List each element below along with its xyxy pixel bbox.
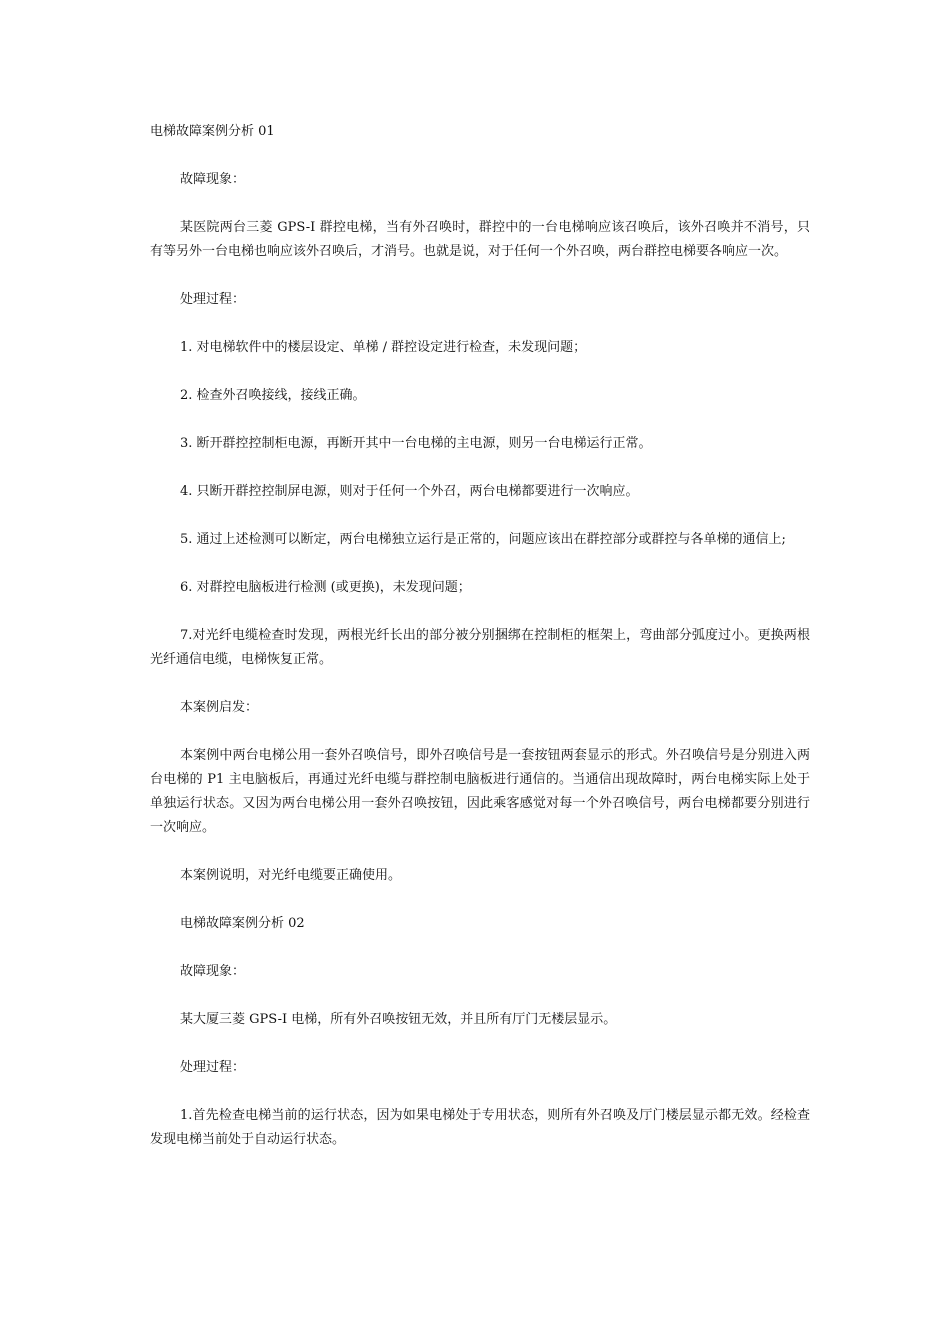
conclusion-paragraph: 本案例说明，对光纤电缆要正确使用。: [180, 868, 402, 883]
section-heading-symptom: 故障现象：: [180, 172, 246, 187]
section-heading-process: 处理过程：: [180, 292, 246, 307]
process-step-4: 4. 只断开群控控制屏电源，则对于任何一个外召，两台电梯都要进行一次响应。: [180, 484, 639, 499]
process-step-5: 5. 通过上述检测可以断定，两台电梯独立运行是正常的，问题应该出在群控部分或群控与各单梯的通信上;: [180, 532, 786, 547]
process-step-1: 1. 对电梯软件中的楼层设定、单梯 / 群控设定进行检查，未发现问题；: [180, 340, 587, 355]
process-step-3: 3. 断开群控控制柜电源，再断开其中一台电梯的主电源，则另一台电梯运行正常。: [180, 436, 652, 451]
section-heading-process-2: 处理过程：: [180, 1060, 246, 1075]
insight-paragraph: 本案例中两台电梯公用一套外召唤信号，即外召唤信号是一套按钮两套显示的形式。外召唤信号是分别进入两台电梯的 P1 主电脑板后，再通过光纤电缆与群控制电脑板进行通信的。当通信出现故障时，两台电梯实际上处于单独运行状态。又因为两台电梯公用一套外召唤按钮，因此乘客感觉对每一个外召唤信号，两台电梯都要分别进行一次响应。: [150, 748, 810, 835]
symptom-paragraph: 某医院两台三菱 GPS-I 群控电梯，当有外召唤时，群控中的一台电梯响应该召唤后，该外召唤并不消号，只有等另外一台电梯也响应该外召唤后，才消号。也就是说，对于任何一个外召唤，两台群控电梯要各响应一次。: [150, 220, 810, 259]
section-heading-symptom-2: 故障现象：: [180, 964, 246, 979]
document-body: [150, 120, 810, 1176]
process-step-2: 2. 检查外召唤接线，接线正确。: [180, 388, 366, 403]
process-step-6: 6. 对群控电脑板进行检测 (或更换)，未发现问题；: [180, 580, 471, 595]
section-heading-insight: 本案例启发：: [180, 700, 259, 715]
process-step-7: 7.对光纤电缆检查时发现，两根光纤长出的部分被分别捆绑在控制柜的框架上，弯曲部分弧度过小。更换两根光纤通信电缆，电梯恢复正常。: [150, 628, 810, 667]
case-title-02: 电梯故障案例分析 02: [180, 916, 305, 931]
process-step-2-1: 1.首先检查电梯当前的运行状态，因为如果电梯处于专用状态，则所有外召唤及厅门楼层显示都无效。经检查发现电梯当前处于自动运行状态。: [150, 1108, 810, 1147]
case-title-01: 电梯故障案例分析 01: [150, 124, 275, 139]
symptom-paragraph-2: 某大厦三菱 GPS-I 电梯，所有外召唤按钮无效，并且所有厅门无楼层显示。: [180, 1012, 617, 1027]
